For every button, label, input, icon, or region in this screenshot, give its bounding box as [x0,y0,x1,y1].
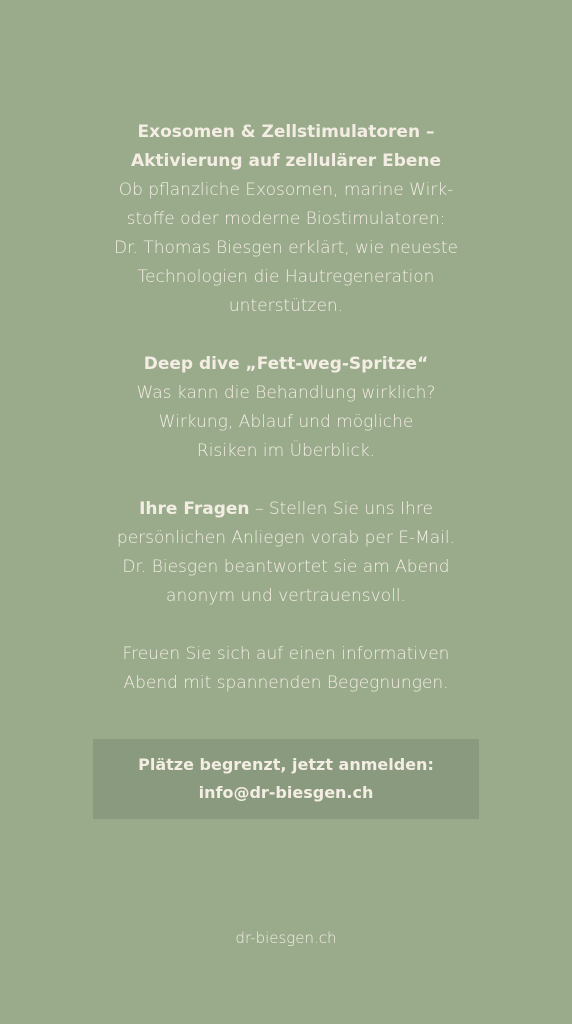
section-title-line: Exosomen & Zellstimulatoren – [137,122,435,142]
section-deep-dive [36,350,536,466]
section-body-line: Dr. Biesgen beantwortet sie am Abend [122,557,450,577]
registration-email[interactable]: info@dr-biesgen.ch [198,783,374,802]
section-body-line: Wirkung, Ablauf und mögliche [158,412,414,432]
event-description [0,118,572,698]
section-body-line: stoffe oder moderne Biostimulatoren: [126,209,446,229]
section-closing [36,640,536,698]
section-lead-rest: – Stellen Sie uns Ihre [249,499,433,519]
registration-box[interactable] [93,739,479,819]
section-questions [36,495,536,611]
registration-text: Plätze begrenzt, jetzt anmelden: [138,755,434,774]
section-body-line: Freuen Sie sich auf einen informativen [122,644,450,664]
section-body-line: anonym und vertrauensvoll. [166,586,406,606]
section-body-line: Technologien die Hautregeneration [137,267,435,287]
section-body-line: Risiken im Überblick. [196,441,376,461]
section-body-line: Abend mit spannenden Begegnungen. [123,673,449,693]
section-body-line: unterstützen. [228,296,344,316]
section-title-line: Aktivierung auf zellulärer Ebene [130,151,442,171]
section-title-line: Deep dive „Fett-weg-Spritze“ [143,354,429,374]
section-lead-bold: Ihre Fragen [139,499,250,519]
footer-website[interactable]: dr-biesgen.ch [235,929,337,947]
section-body-line: Ob pflanzliche Exosomen, marine Wirk- [118,180,454,200]
section-lead-line [36,495,536,524]
section-exosomes [36,118,536,321]
section-body-line: Was kann die Behandlung wirklich? [136,383,436,403]
section-body-line: persönlichen Anliegen vorab per E-Mail. [116,528,456,548]
section-body-line: Dr. Thomas Biesgen erklärt, wie neueste [114,238,458,258]
